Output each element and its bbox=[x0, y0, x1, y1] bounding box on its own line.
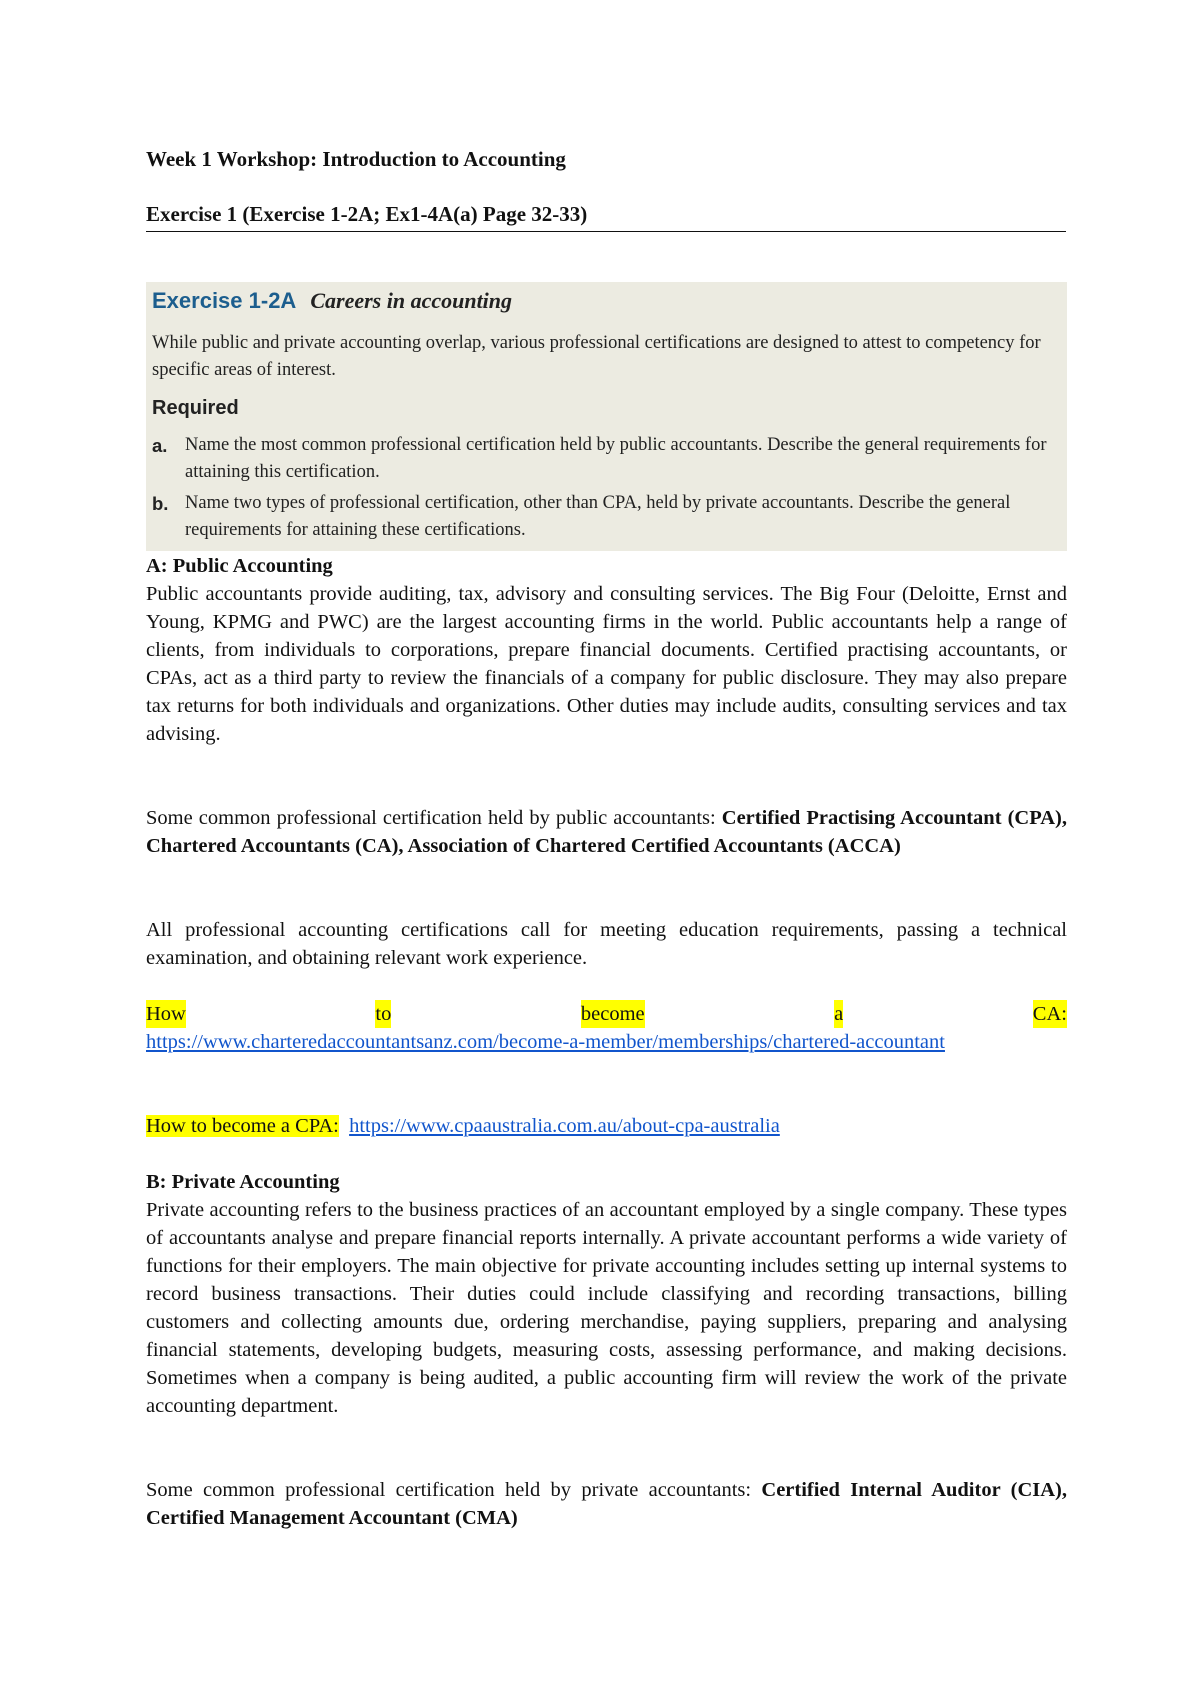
textbook-item-letter: a. bbox=[152, 435, 168, 456]
section-a-cert-list: Certified Practising Accountant (CPA), Chartered Accountants (CA), Association of Chartered Certified Accountants (ACCA) bbox=[146, 807, 1067, 857]
cpa-link[interactable]: https://www.cpaaustralia.com.au/about-cpa-australia bbox=[349, 1115, 780, 1137]
textbook-required-label: Required bbox=[152, 397, 239, 419]
ca-link-block bbox=[146, 1000, 1067, 1056]
cpa-label: How to become a CPA: bbox=[146, 1115, 339, 1137]
section-b-certifications bbox=[146, 1476, 1067, 1532]
ca-word: How bbox=[146, 1000, 186, 1028]
document-title: Week 1 Workshop: Introduction to Accounting bbox=[146, 147, 566, 171]
textbook-item-text: Name two types of professional certification, other than CPA, held by private accountants. Describe the general requirements for attaining these certifications. bbox=[185, 493, 1011, 540]
cpa-link-block bbox=[146, 1112, 1067, 1140]
textbook-item-a bbox=[152, 432, 1052, 486]
section-b-cert-list: Certified Internal Auditor (CIA), Certified Management Accountant (CMA) bbox=[146, 1479, 1067, 1529]
ca-word: CA: bbox=[1033, 1000, 1067, 1028]
textbook-exercise-title: Careers in accounting bbox=[310, 288, 513, 313]
ca-word: a bbox=[834, 1000, 843, 1028]
textbook-exercise-number: Exercise 1-2A bbox=[152, 288, 297, 313]
ca-word: to bbox=[375, 1000, 391, 1028]
textbook-excerpt bbox=[146, 282, 1067, 551]
ca-label bbox=[146, 1000, 1067, 1028]
ca-word: become bbox=[581, 1000, 645, 1028]
textbook-item-letter: b. bbox=[152, 493, 169, 514]
section-a-requirements: All professional accounting certifications call for meeting education requirements, passing a technical examination, and obtaining relevant work experience. bbox=[146, 919, 1067, 969]
section-b-heading: B: Private Accounting bbox=[146, 1171, 340, 1193]
section-a-heading: A: Public Accounting bbox=[146, 555, 333, 577]
section-a-paragraph: Public accountants provide auditing, tax, advisory and consulting services. The Big Four (Deloitte, Ernst and Young, KPMG and PWC) are the largest accounting firms in the world. Public accountants help a range of clients, from individuals to corporations, prepare financial documents. Certified practising accountants, or CPAs, act as a third party to review the financials of a company for public disclosure. They may also prepare tax returns for both individuals and organizations. Other duties may include audits, consulting services and tax advising. bbox=[146, 583, 1067, 745]
exercise-heading: Exercise 1 (Exercise 1-2A; Ex1-4A(a) Page 32-33) bbox=[146, 202, 1066, 232]
textbook-heading bbox=[152, 288, 512, 314]
textbook-item-text: Name the most common professional certification held by public accountants. Describe the general requirements for attaining this certification. bbox=[185, 435, 1047, 482]
section-b-cert-intro: Some common professional certification held by private accountants: bbox=[146, 1479, 762, 1501]
section-b bbox=[146, 1168, 1067, 1420]
ca-link[interactable]: https://www.charteredaccountantsanz.com/become-a-member/memberships/chartered-accountant bbox=[146, 1031, 945, 1053]
section-a-certifications bbox=[146, 804, 1067, 860]
section-b-paragraph: Private accounting refers to the business practices of an accountant employed by a single company. These types of accountants analyse and prepare financial reports internally. A private accountant performs a wide variety of functions for their employers. The main objective for private accounting includes setting up internal systems to record business transactions. Their duties could include classifying and recording transactions, billing customers and collecting amounts due, ordering merchandise, paying suppliers, preparing and analysing financial statements, developing budgets, measuring costs, assessing performance, and making decisions. Sometimes when a company is being audited, a public accounting firm will review the work of the private accounting department. bbox=[146, 1199, 1067, 1417]
section-a bbox=[146, 552, 1067, 748]
textbook-item-b bbox=[152, 490, 1052, 544]
section-a-cert-intro: Some common professional certification held by public accountants: bbox=[146, 807, 722, 829]
textbook-intro: While public and private accounting overlap, various professional certifications are designed to attest to competency for specific areas of interest. bbox=[152, 333, 1041, 380]
ca-link-wrap bbox=[146, 1028, 996, 1056]
